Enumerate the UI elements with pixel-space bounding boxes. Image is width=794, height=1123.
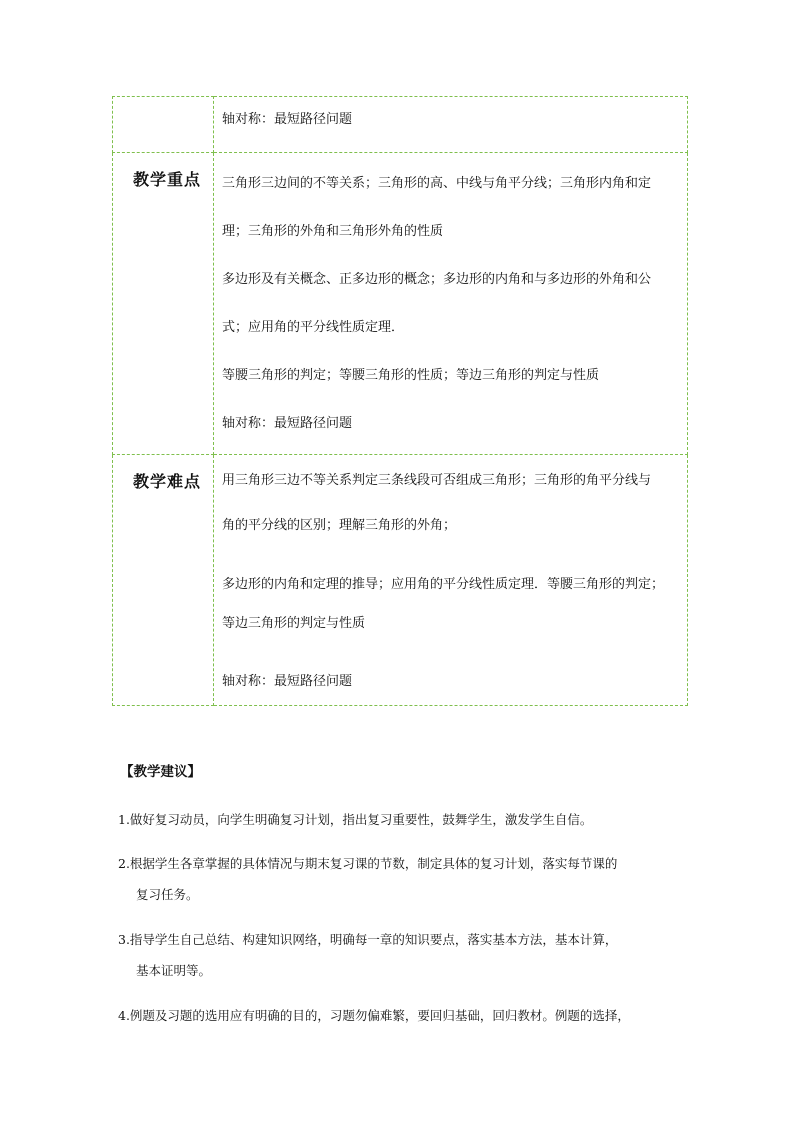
table-row-axis-symmetry [113, 97, 688, 153]
difficulties-content [214, 455, 688, 706]
key-points-label: 教学重点 [113, 153, 214, 455]
text-line: 式；应用角的平分线性质定理． [222, 320, 405, 335]
suggestion-item-4: 4.例题及习题的选用应有明确的目的，习题勿偏难繁，要回归基础，回归教材。例题的选择， [118, 1008, 630, 1023]
text-line: 等腰三角形的判定；等腰三角形的性质；等边三角形的判定与性质 [222, 368, 600, 383]
row-label-empty [113, 97, 214, 153]
text-line: 多边形及有关概念、正多边形的概念；多边形的内角和与多边形的外角和公 [222, 272, 652, 287]
text-line: 用三角形三边不等关系判定三条线段可否组成三角形；三角形的角平分线与 [222, 473, 652, 488]
row-content [214, 97, 688, 153]
text-line: 理；三角形的外角和三角形外角的性质 [222, 224, 444, 239]
text-line: 多边形的内角和定理的推导；应用角的平分线性质定理．等腰三角形的判定； [222, 577, 665, 592]
text-line: 三角形三边间的不等关系；三角形的高、中线与角平分线；三角形内角和定 [222, 176, 652, 191]
text-line: 等边三角形的判定与性质 [222, 616, 366, 631]
suggestion-item-3: 3.指导学生自己总结、构建知识网络，明确每一章的知识要点，落实基本方法，基本计算， [118, 932, 618, 947]
teaching-suggestions-title: 【教学建议】 [120, 764, 201, 780]
text-line: 轴对称：最短路径问题 [222, 416, 353, 431]
table-row-key-points [113, 153, 688, 455]
suggestion-item-1: 1.做好复习动员，向学生明确复习计划，指出复习重要性，鼓舞学生，激发学生自信。 [118, 812, 593, 827]
text-line: 轴对称：最短路径问题 [222, 112, 353, 127]
suggestion-item-3-cont: 基本证明等。 [136, 963, 212, 978]
text-line: 轴对称：最短路径问题 [222, 674, 353, 689]
suggestion-item-2-cont: 复习任务。 [136, 887, 199, 902]
text-line: 角的平分线的区别；理解三角形的外角； [222, 518, 457, 533]
key-points-content [214, 153, 688, 455]
suggestion-item-2: 2.根据学生各章掌握的具体情况与期末复习课的节数，制定具体的复习计划，落实每节课的 [118, 856, 618, 871]
table-row-difficulties [113, 455, 688, 706]
lesson-table [112, 96, 688, 706]
difficulties-label: 教学难点 [113, 455, 214, 706]
